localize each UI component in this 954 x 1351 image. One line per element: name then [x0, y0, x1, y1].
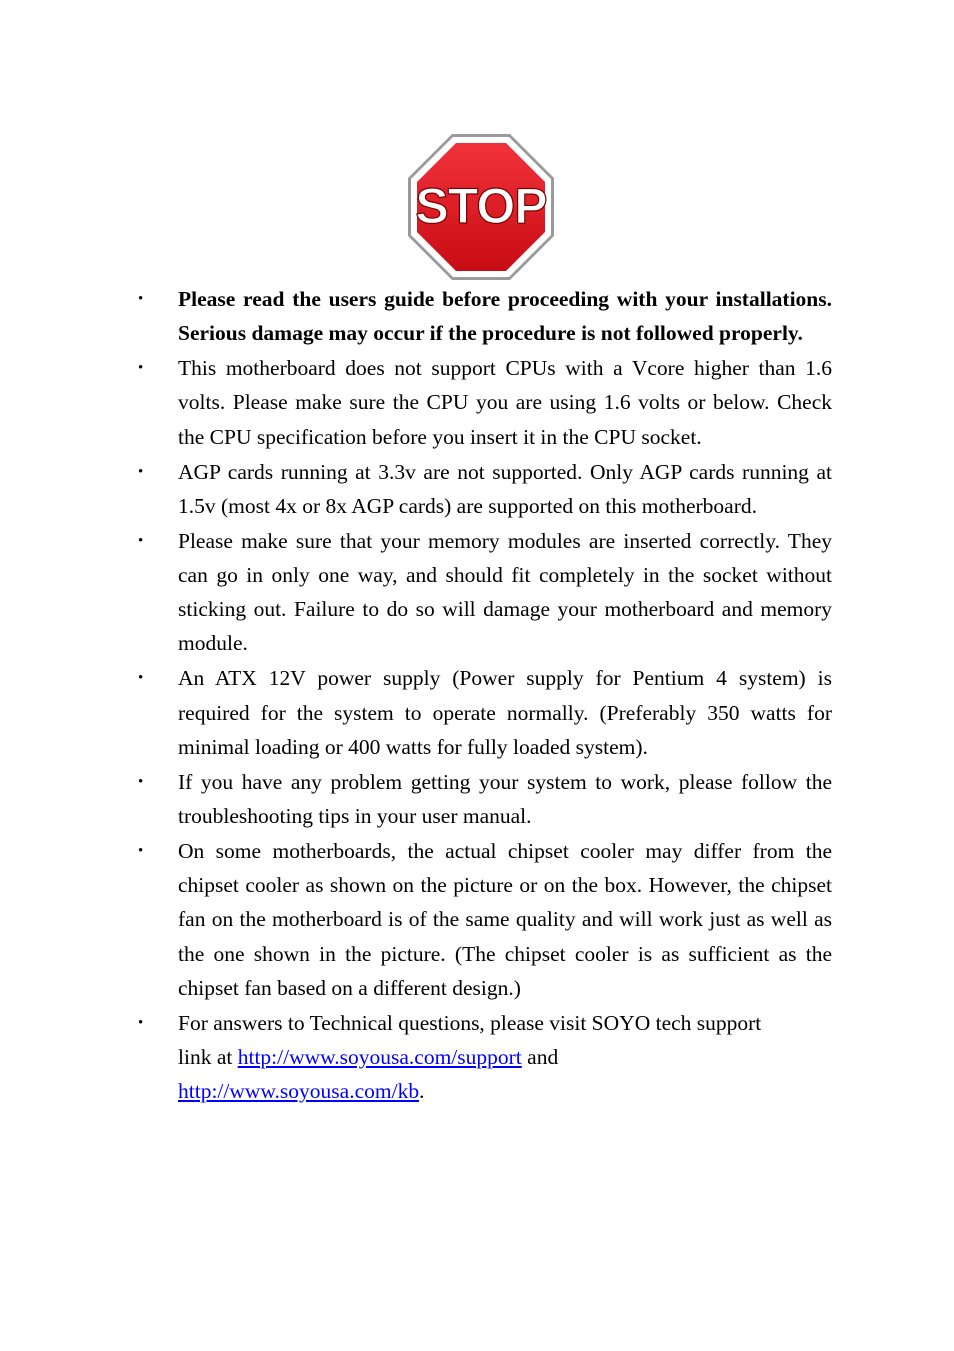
list-item	[136, 455, 832, 523]
bullet-icon: •	[138, 670, 144, 687]
note-text: Please make sure that your memory modules are inserted correctly. They can go in only one way, and should fit completely in the socket without sticking out. Failure to do so will damage your motherboard and memory module.	[178, 528, 832, 656]
bullet-icon: •	[138, 843, 144, 860]
note-text: AGP cards running at 3.3v are not supported. Only AGP cards running at 1.5v (most 4x or 8x AGP cards) are supported on this motherboard.	[178, 459, 832, 518]
list-item	[136, 661, 832, 764]
knowledge-base-link[interactable]: http://www.soyousa.com/kb	[178, 1079, 420, 1104]
list-item-support-links	[136, 1006, 832, 1109]
bullet-icon: •	[138, 291, 144, 307]
notes-list	[136, 282, 832, 1109]
stop-sign-text: STOP	[415, 178, 547, 234]
stop-sign-icon	[405, 131, 557, 283]
note-text: and	[521, 1045, 559, 1070]
list-item	[136, 282, 832, 350]
bullet-icon: •	[138, 463, 144, 480]
bullet-icon: •	[138, 1014, 144, 1031]
note-text: This motherboard does not support CPUs with a Vcore higher than 1.6 volts. Please make sure the CPU you are using 1.6 volts or below. Check the CPU specification before you insert it in the CPU socket.	[178, 356, 832, 449]
note-text: An ATX 12V power supply (Power supply for Pentium 4 system) is required for the system to operate normally. (Preferably 350 watts for minimal loading or 400 watts for fully loaded system).	[178, 666, 832, 759]
note-text: .	[419, 1079, 425, 1104]
support-link[interactable]: http://www.soyousa.com/support	[237, 1045, 522, 1070]
bullet-icon: •	[138, 532, 144, 549]
note-text: For answers to Technical questions, please visit SOYO tech support	[178, 1010, 762, 1035]
list-item	[136, 351, 832, 454]
bullet-icon: •	[138, 773, 144, 790]
note-text: Please read the users guide before proceeding with your installations. Serious damage may occur if the procedure is not followed properly.	[178, 287, 832, 346]
bullet-icon: •	[138, 360, 144, 377]
note-text: If you have any problem getting your system to work, please follow the troubleshooting tips in your user manual.	[178, 769, 832, 829]
note-text: link at	[178, 1045, 238, 1070]
list-item	[136, 834, 832, 1005]
note-text: On some motherboards, the actual chipset cooler may differ from the chipset cooler as shown on the picture or on the box. However, the chipset fan on the motherboard is of the same quality and will work just as well as the one shown in the picture. (The chipset cooler is as sufficient as the chipset fan based on a different design.)	[178, 839, 832, 1000]
list-item	[136, 765, 832, 833]
list-item	[136, 524, 832, 661]
